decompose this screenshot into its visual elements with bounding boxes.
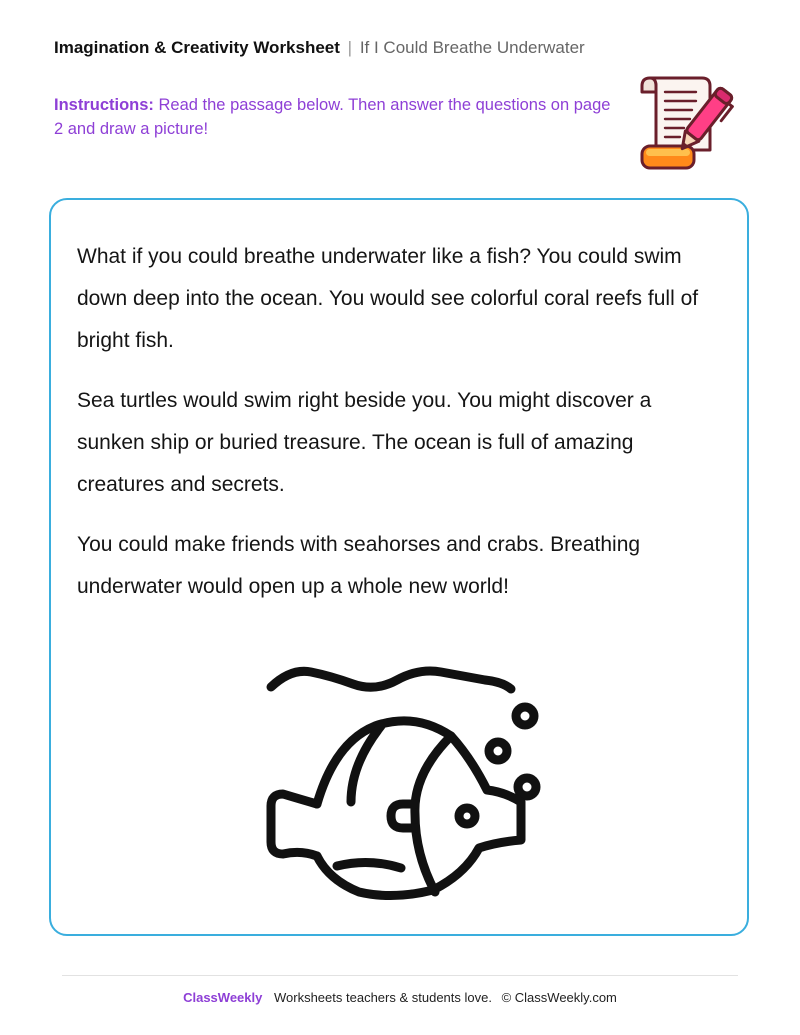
footer-tagline: Worksheets teachers & students love. bbox=[273, 990, 492, 1005]
instructions-text: Read the passage below. Then answer the questions on page 2 and draw a picture! bbox=[54, 96, 611, 138]
footer-divider bbox=[62, 975, 738, 976]
passage-paragraph-1: What if you could breathe underwater like a fish? You could swim down deep into the ocean. You would see colorful coral reefs full of bright fish. bbox=[77, 245, 699, 352]
scroll-and-pen-icon bbox=[632, 70, 736, 174]
footer-brand: ClassWeekly bbox=[183, 990, 263, 1005]
passage-paragraph-3: You could make friends with seahorses and crabs. Breathing underwater would open up a whole new world! bbox=[77, 533, 641, 598]
worksheet-header bbox=[54, 38, 585, 58]
footer-copyright: © ClassWeekly.com bbox=[501, 990, 617, 1005]
instructions-label: Instructions: bbox=[54, 96, 154, 114]
passage bbox=[77, 236, 717, 626]
footer bbox=[0, 990, 800, 1005]
worksheet-title: Imagination & Creativity Worksheet bbox=[54, 38, 340, 57]
passage-box bbox=[49, 198, 749, 936]
worksheet-subtitle: If I Could Breathe Underwater bbox=[359, 38, 585, 57]
instructions bbox=[54, 93, 614, 141]
fish-with-bubbles-icon bbox=[265, 654, 545, 904]
passage-paragraph-2: Sea turtles would swim right beside you. You might discover a sunken ship or buried treasure. The ocean is full of amazing creatures and secrets. bbox=[77, 389, 652, 496]
title-separator: | bbox=[347, 38, 353, 57]
